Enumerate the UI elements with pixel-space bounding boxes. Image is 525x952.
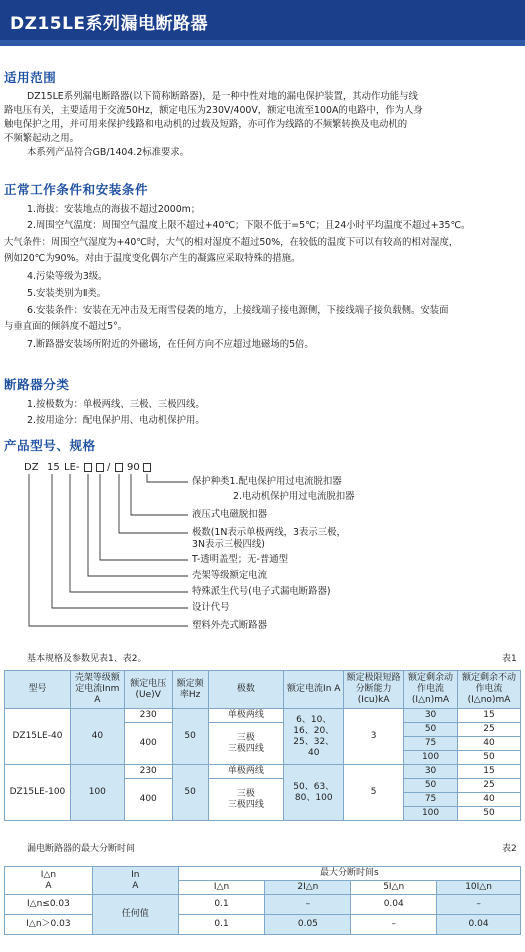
cell-time: –	[265, 895, 351, 915]
section-model-heading: 产品型号、规格	[4, 438, 96, 453]
label-design-code: 设计代号	[192, 602, 230, 613]
cell-idn: 50	[404, 779, 458, 793]
scope-line-3: 触电保护之用，并可用来保护线路和电动机的过载及短路，亦可作为线路的不频繁转换及电动机的	[4, 119, 408, 130]
cell-idn: 30	[404, 765, 458, 779]
label-special-code: 特殊派生代号(电子式漏电断路器)	[192, 586, 331, 597]
code-90: 90	[127, 462, 140, 473]
cell-condition: I△n≤0.03	[5, 895, 93, 915]
cell-icu: 5	[344, 765, 404, 821]
table1-intro: 基本规格及参数见表1、表2。	[27, 654, 147, 664]
th-poles: 极数	[208, 671, 284, 709]
conditions-line-3: 大气条件：周围空气湿度为+40℃时，大气的相对湿度不超过50%，在较低的温度下可以有较高的相对湿度，	[4, 237, 459, 248]
cell-any-value: 任何值	[92, 895, 178, 935]
label-protection-type-1: 保护种类1.配电保护用过电流脱扣器	[192, 476, 342, 487]
th-breaking-capacity: 额定极限短路分断能力(Icu)kA	[344, 671, 404, 709]
spec-table	[4, 670, 521, 821]
cell-idn: 100	[404, 807, 458, 821]
conditions-line-4: 例如20℃为90%。对由于温度变化偶尔产生的凝露应采取特殊的措施。	[4, 253, 301, 264]
section-conditions-heading: 正常工作条件和安装条件	[4, 182, 149, 197]
cell-rated-current: 50、63、80、100	[284, 765, 344, 821]
classification-line-1: 1.按极数为：单极两线、三极、三极四线。	[27, 399, 205, 410]
conditions-line-1: 1.海拔：安装地点的海拔不超过2000m；	[27, 204, 201, 215]
cell-condition: I△n＞0.03	[5, 915, 93, 935]
cell-voltage: 400	[124, 779, 172, 821]
cell-time: 0.1	[178, 895, 265, 915]
cell-idno: 50	[458, 807, 521, 821]
conditions-line-7: 6.安装条件：安装在无冲击及无雨雪侵袭的地方，上接线端子接电源侧，下接线端子接负载侧。安装面	[27, 305, 449, 316]
table1-label: 表1	[502, 654, 517, 664]
code-le: LE-	[64, 462, 80, 473]
cell-time: 0.04	[351, 895, 437, 915]
scope-line-1: DZ15LE系列漏电断路器(以下简称断路器)，是一种中性对地的漏电保护装置，其动作功能与线	[27, 91, 418, 102]
code-dz: DZ	[24, 462, 39, 473]
label-poles: 极数(1N表示单极两线，3表示三极，	[192, 527, 346, 538]
break-time-table	[4, 866, 521, 935]
cell-voltage: 400	[124, 723, 172, 765]
conditions-line-9: 7.断路器安装场所附近的外磁场，在任何方向不应超过地磁场的5倍。	[27, 339, 314, 350]
cell-idno: 50	[458, 751, 521, 765]
code-slash: /	[107, 462, 111, 473]
th-col-2x: 2I△n	[265, 881, 351, 895]
conditions-line-5: 4.污染等级为3级。	[27, 271, 108, 282]
cell-inm: 100	[70, 765, 124, 821]
table-row	[5, 709, 521, 723]
cell-idn: 75	[404, 793, 458, 807]
cell-idno: 15	[458, 709, 521, 723]
cell-idno: 25	[458, 779, 521, 793]
table-row	[5, 765, 521, 779]
cell-idno: 25	[458, 723, 521, 737]
cell-frequency: 50	[172, 765, 208, 821]
cell-idn: 100	[404, 751, 458, 765]
th-max-break-time: 最大分断时间s	[178, 867, 520, 881]
cell-time: 0.04	[437, 915, 521, 935]
table2-label: 表2	[502, 844, 517, 854]
page-header	[0, 0, 525, 46]
table-row	[5, 895, 521, 915]
cell-idno: 40	[458, 793, 521, 807]
cell-time: 0.05	[265, 915, 351, 935]
cell-idn: 50	[404, 723, 458, 737]
model-code-diagram	[0, 458, 525, 638]
cell-model: DZ15LE-40	[5, 709, 71, 765]
label-protection-type-2: 2.电动机保护用过电流脱扣器	[233, 491, 355, 502]
th-col-5x: 5I△n	[351, 881, 437, 895]
scope-line-5: 本系列产品符合GB/1404.2标准要求。	[27, 147, 190, 158]
cell-idno: 15	[458, 765, 521, 779]
cell-idno: 40	[458, 737, 521, 751]
cell-voltage: 230	[124, 709, 172, 723]
cell-time: –	[351, 915, 437, 935]
table-row	[5, 915, 521, 935]
cell-poles: 三极 三极四线	[208, 723, 284, 765]
cell-poles: 单极两线	[208, 709, 284, 723]
th-in: In A	[92, 867, 178, 895]
th-residual-op: 额定剩余动作电流(I△n)mA	[404, 671, 458, 709]
th-idn: I△n A	[5, 867, 93, 895]
cell-voltage: 230	[124, 765, 172, 779]
header-stripe	[0, 40, 525, 46]
label-poles-2: 3N表示三极四线)	[192, 539, 265, 550]
conditions-line-6: 5.安装类别为Ⅱ类。	[27, 288, 107, 299]
section-scope-heading: 适用范围	[4, 70, 57, 85]
cell-inm: 40	[70, 709, 124, 765]
th-col-10x: 10I△n	[437, 881, 521, 895]
cell-rated-current: 6、10、16、20、25、32、40	[284, 709, 344, 765]
th-voltage: 额定电压(Ue)V	[124, 671, 172, 709]
cell-poles: 三极 三极四线	[208, 779, 284, 821]
page-title: DZ15LE系列漏电断路器	[10, 14, 209, 34]
cell-poles: 单极两线	[208, 765, 284, 779]
label-mccb: 塑料外壳式断路器	[192, 620, 268, 631]
cell-icu: 3	[344, 709, 404, 765]
th-frequency: 额定频率Hz	[172, 671, 208, 709]
cell-idn: 30	[404, 709, 458, 723]
scope-line-2: 路电压有关，主要适用于交流50Hz，额定电压为230V/400V，额定电流至100A的电路中，作为人身	[4, 105, 423, 116]
th-col-1x: I△n	[178, 881, 265, 895]
conditions-line-2: 2.周围空气温度：周围空气温度上限不超过+40℃；下限不低于=5℃；且24小时平均温度不超过+35℃。	[27, 220, 471, 231]
conditions-line-8: 与垂直面的倾斜度不超过5°。	[4, 321, 128, 332]
table2-intro: 漏电断路器的最大分断时间	[27, 844, 136, 854]
section-classification-heading: 断路器分类	[4, 377, 70, 392]
label-frame-current: 壳架等级额定电流	[192, 570, 268, 581]
classification-line-2: 2.按用途分：配电保护用、电动机保护用。	[27, 415, 205, 426]
code-15: 15	[47, 462, 60, 473]
cell-frequency: 50	[172, 709, 208, 765]
cell-time: 0.1	[178, 915, 265, 935]
th-frame-current: 壳架等级额定电流Inm A	[70, 671, 124, 709]
th-residual-nonop: 额定剩余不动作电流(I△no)mA	[458, 671, 521, 709]
cell-model: DZ15LE-100	[5, 765, 71, 821]
scope-line-4: 不频繁起动之用。	[4, 133, 80, 144]
cell-idn: 75	[404, 737, 458, 751]
label-cover-type: T-透明盖型；无-普通型	[192, 554, 289, 565]
th-model: 型号	[5, 671, 71, 709]
label-hydraulic-trip: 液压式电磁脱扣器	[192, 509, 268, 520]
cell-time: –	[437, 895, 521, 915]
th-rated-current: 额定电流In A	[284, 671, 344, 709]
